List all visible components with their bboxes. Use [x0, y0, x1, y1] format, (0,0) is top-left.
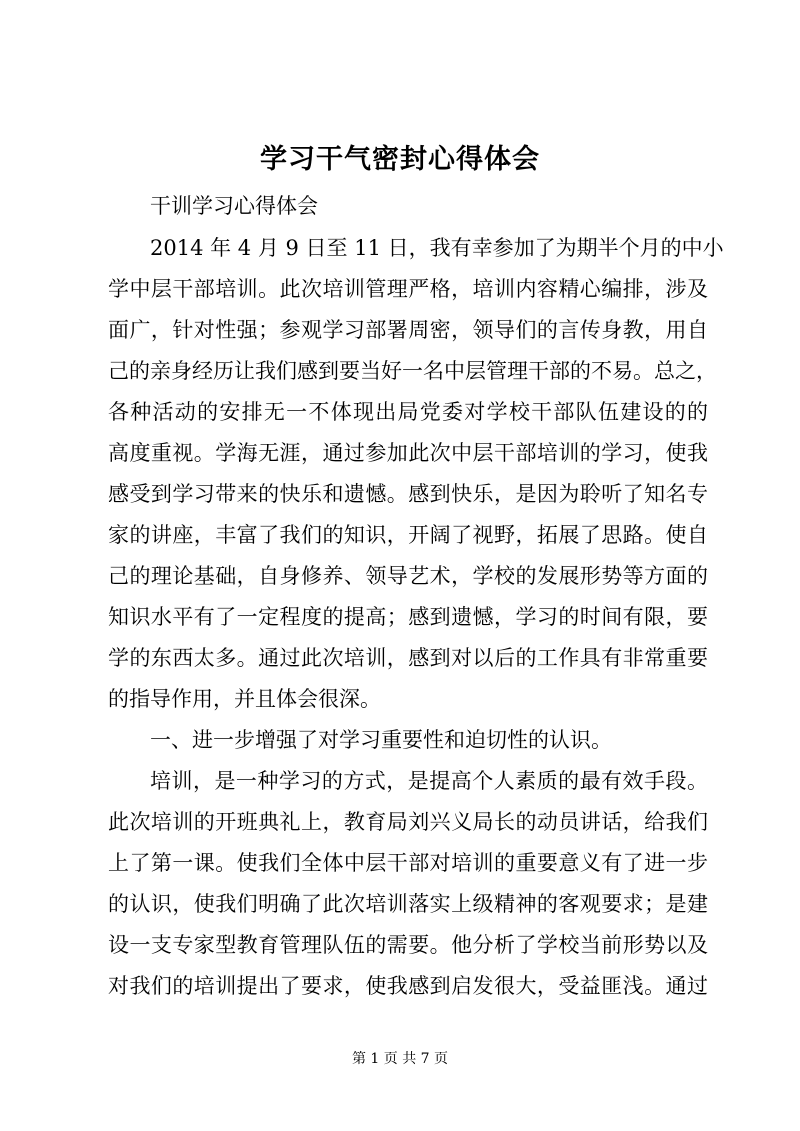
- text-line: 对我们的培训提出了要求，使我感到启发很大，受益匪浅。通过: [108, 974, 708, 998]
- text-line: 己的理论基础，自身修养、领导艺术，学校的发展形势等方面的: [108, 564, 708, 588]
- text-line: 己的亲身经历让我们感到要当好一名中层管理干部的不易。总之，: [108, 359, 717, 383]
- text-line: 家的讲座，丰富了我们的知识，开阔了视野，拓展了思路。使自: [108, 523, 708, 547]
- text-line: 设一支专家型教育管理队伍的需要。他分析了学校当前形势以及: [108, 933, 708, 957]
- text-line: 学的东西太多。通过此次培训，感到对以后的工作具有非常重要: [108, 646, 708, 670]
- text-line: 的指导作用，并且体会很深。: [108, 687, 381, 711]
- text-line: 2014 年 4 月 9 日至 11 日，我有幸参加了为期半个月的中小: [150, 236, 724, 260]
- text-line: 各种活动的安排无一不体现出局党委对学校干部队伍建设的的: [108, 400, 708, 424]
- text-line: 学中层干部培训。此次培训管理严格，培训内容精心编排，涉及: [108, 277, 708, 301]
- section-heading: 一、进一步增强了对学习重要性和迫切性的认识。: [150, 728, 612, 752]
- text-line: 知识水平有了一定程度的提高；感到遗憾，学习的时间有限，要: [108, 605, 708, 629]
- page-footer: 第 1 页 共 7 页: [351, 1051, 449, 1067]
- text-line: 感受到学习带来的快乐和遗憾。感到快乐，是因为聆听了知名专: [108, 482, 708, 506]
- text-line: 高度重视。学海无涯，通过参加此次中层干部培训的学习，使我: [108, 441, 708, 465]
- subtitle: 干训学习心得体会: [150, 194, 318, 218]
- text-line: 面广，针对性强；参观学习部署周密，领导们的言传身教，用自: [108, 318, 708, 342]
- text-line: 此次培训的开班典礼上，教育局刘兴义局长的动员讲话，给我们: [108, 810, 708, 834]
- text-line: 的认识，使我们明确了此次培训落实上级精神的客观要求；是建: [108, 892, 708, 916]
- text-line: 培训，是一种学习的方式，是提高个人素质的最有效手段。: [150, 769, 708, 793]
- page-title: 学习干气密封心得体会: [260, 144, 540, 175]
- text-line: 上了第一课。使我们全体中层干部对培训的重要意义有了进一步: [108, 851, 708, 875]
